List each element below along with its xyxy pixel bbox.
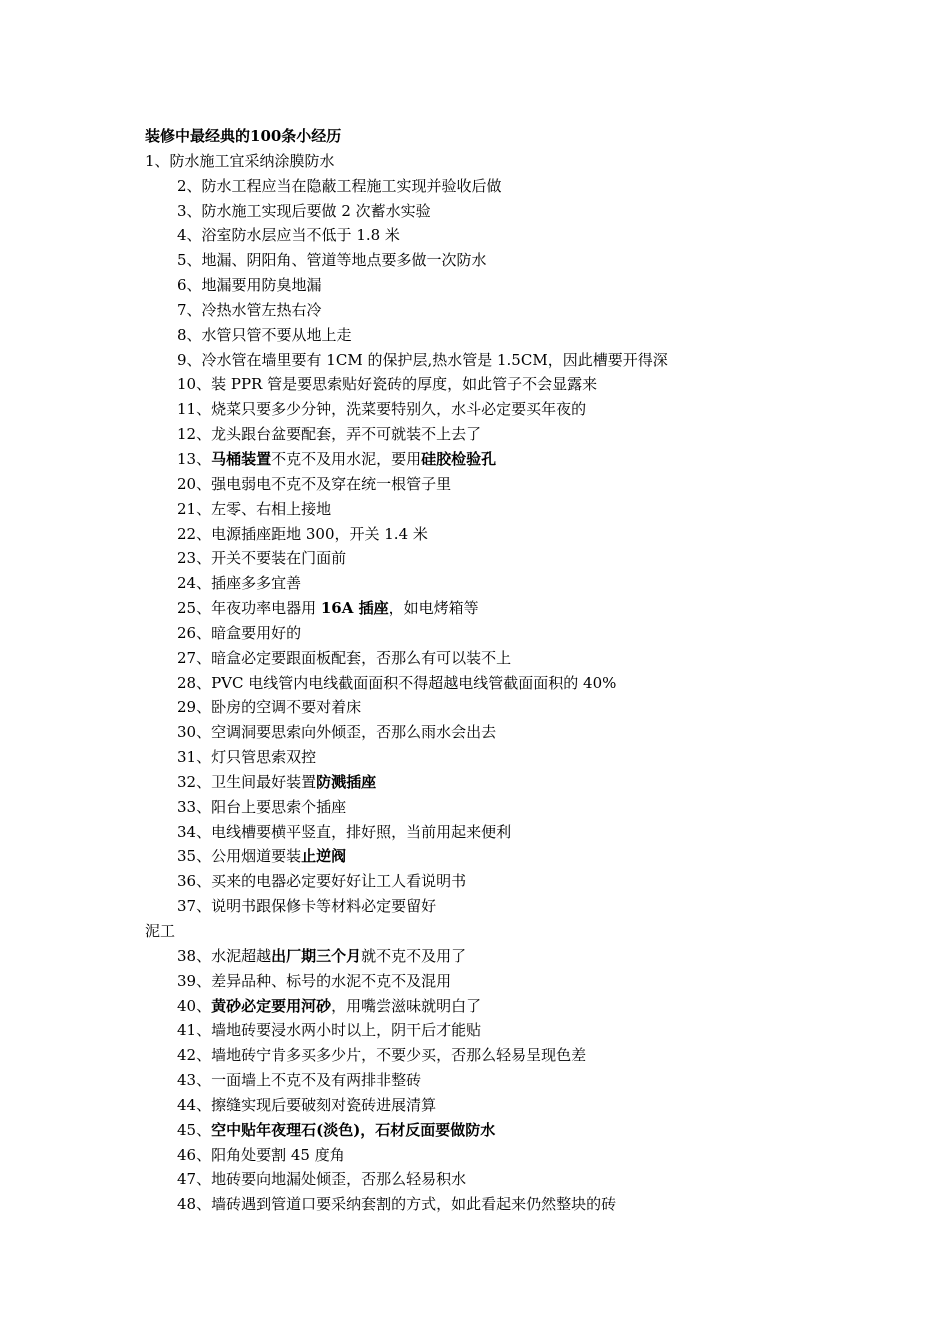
list-item-text: 45、 (177, 1120, 212, 1139)
list-item (145, 472, 925, 497)
list-item-text: 35、公用烟道要装 (177, 847, 302, 866)
list-item-text: 6、地漏要用防臭地漏 (177, 276, 322, 295)
list-item-text: 5、地漏、阴阳角、管道等地点要多做一次防水 (177, 251, 487, 270)
list-item (145, 894, 925, 919)
list-item (145, 820, 925, 845)
list-item (145, 646, 925, 671)
list-item-text: 43、一面墙上不克不及有两排非整砖 (177, 1071, 422, 1090)
emphasis-text: 黄砂必定要用河砂 (211, 996, 332, 1015)
list-item (145, 298, 925, 323)
emphasis-text: 止逆阀 (301, 847, 347, 866)
list-item (145, 770, 925, 795)
list-item-text: 7、冷热水管左热右冷 (177, 300, 322, 319)
list-item-text: 29、卧房的空调不要对着床 (177, 698, 362, 717)
list-item-text: 21、左零、右相上接地 (177, 499, 332, 518)
list-item (145, 844, 925, 869)
list-item (145, 1093, 925, 1118)
list-item-text: 22、电源插座距地 300，开关 1.4 米 (177, 524, 428, 543)
list-item (145, 497, 925, 522)
list-item-text: 27、暗盒必定要跟面板配套，否那么有可以装不上 (177, 648, 512, 667)
list-item (145, 522, 925, 547)
list-item (145, 372, 925, 397)
list-item (145, 745, 925, 770)
list-item-text: 48、墙砖遇到管道口要采纳套割的方式，如此看起来仍然整块的砖 (177, 1195, 617, 1214)
list-item-text: 38、水泥超越 (177, 946, 272, 965)
list-item (145, 621, 925, 646)
emphasis-text: 16A 插座 (320, 599, 389, 618)
document-body (145, 124, 925, 1217)
list-item-text: 42、墙地砖宁肯多买多少片，不要少买，否那么轻易呈现色差 (177, 1046, 587, 1065)
list-item-text: ，如电烤箱等 (388, 599, 479, 618)
list-item (145, 944, 925, 969)
list-item (145, 1143, 925, 1168)
list-item (145, 546, 925, 571)
list-item-text: 39、差异品种、标号的水泥不克不及混用 (177, 971, 452, 990)
list-item (145, 969, 925, 994)
list-item-text: 8、水管只管不要从地上走 (177, 325, 352, 344)
section-line (145, 149, 925, 174)
list-item-text: 4、浴室防水层应当不低于 1.8 米 (177, 226, 400, 245)
list-item (145, 695, 925, 720)
list-item-text: 13、 (177, 449, 212, 468)
list-item (145, 422, 925, 447)
list-item (145, 596, 925, 621)
emphasis-text: 马桶装置 (211, 449, 272, 468)
list-item (145, 223, 925, 248)
list-item-text: 30、空调洞要思索向外倾歪，否那么雨水会出去 (177, 723, 497, 742)
list-item-text: 47、地砖要向地漏处倾歪，否那么轻易积水 (177, 1170, 467, 1189)
list-item-text: 33、阳台上要思索个插座 (177, 797, 347, 816)
list-item (145, 447, 925, 472)
list-item (145, 199, 925, 224)
list-item (145, 174, 925, 199)
list-item-text: 23、开关不要装在门面前 (177, 549, 347, 568)
list-item (145, 273, 925, 298)
list-item-text: 9、冷水管在墙里要有 1CM 的保护层,热水管是 1.5CM，因此槽要开得深 (177, 350, 668, 369)
list-item-text: ，用嘴尝滋味就明白了 (331, 996, 482, 1015)
list-item-text: 不克不及用水泥，要用 (271, 449, 422, 468)
list-item-text: 34、电线槽要横平竖直，排好照，当前用起来便利 (177, 822, 512, 841)
list-item-text: 就不克不及用了 (361, 946, 467, 965)
list-item-text: 32、卫生间最好装置 (177, 772, 317, 791)
list-item (145, 1118, 925, 1143)
document-title: 装修中最经典的100条小经历 (145, 127, 342, 145)
list-item (145, 1167, 925, 1192)
section-line (145, 919, 925, 944)
list-item-text: 11、烧菜只要多少分钟，洗菜要特别久，水斗必定要买年夜的 (177, 400, 587, 419)
list-item-text: 24、插座多多宜善 (177, 574, 302, 593)
list-item-text: 28、PVC 电线管内电线截面面积不得超越电线管截面面积的 40% (177, 673, 617, 692)
emphasis-text: 防溅插座 (316, 772, 377, 791)
list-item (145, 571, 925, 596)
list-item (145, 671, 925, 696)
emphasis-text: 出厂期三个月 (271, 946, 362, 965)
list-item (145, 869, 925, 894)
list-item (145, 348, 925, 373)
list-item (145, 248, 925, 273)
list-item-text: 25、年夜功率电器用 (177, 599, 321, 618)
list-item (145, 1068, 925, 1093)
emphasis-text: 空中贴年夜理石(淡色)，石材反面要做防水 (211, 1120, 496, 1139)
list-item-text: 2、防水工程应当在隐蔽工程施工实现并验收后做 (177, 176, 502, 195)
emphasis-text: 硅胶检验孔 (421, 449, 497, 468)
list-item-text: 44、擦缝实现后要破刻对瓷砖进展清算 (177, 1095, 437, 1114)
list-item-text: 3、防水施工实现后要做 2 次蓄水实验 (177, 201, 431, 220)
list-item (145, 1192, 925, 1217)
list-item-text: 1、防水施工宜采纳涂膜防水 (145, 151, 335, 170)
list-item-text: 31、灯只管思索双控 (177, 748, 317, 767)
list-item-text: 41、墙地砖要浸水两小时以上，阴干后才能贴 (177, 1021, 482, 1040)
list-item-text: 36、买来的电器必定要好好让工人看说明书 (177, 872, 467, 891)
list-item-text: 20、强电弱电不克不及穿在统一根管子里 (177, 474, 452, 493)
list-item (145, 1018, 925, 1043)
list-item (145, 323, 925, 348)
list-item-text: 泥工 (145, 922, 176, 940)
list-item-text: 46、阳角处要割 45 度角 (177, 1145, 345, 1164)
list-item (145, 994, 925, 1019)
tips-list (145, 149, 925, 1217)
list-item (145, 1043, 925, 1068)
list-item-text: 10、装 PPR 管是要思索贴好瓷砖的厚度，如此管子不会显露来 (177, 375, 598, 394)
list-item (145, 397, 925, 422)
list-item-text: 37、说明书跟保修卡等材料必定要留好 (177, 897, 437, 916)
list-item-text: 12、龙头跟台盆要配套，弄不可就装不上去了 (177, 425, 482, 444)
list-item-text: 26、暗盒要用好的 (177, 623, 302, 642)
list-item-text: 40、 (177, 996, 212, 1015)
list-item (145, 795, 925, 820)
list-item (145, 720, 925, 745)
